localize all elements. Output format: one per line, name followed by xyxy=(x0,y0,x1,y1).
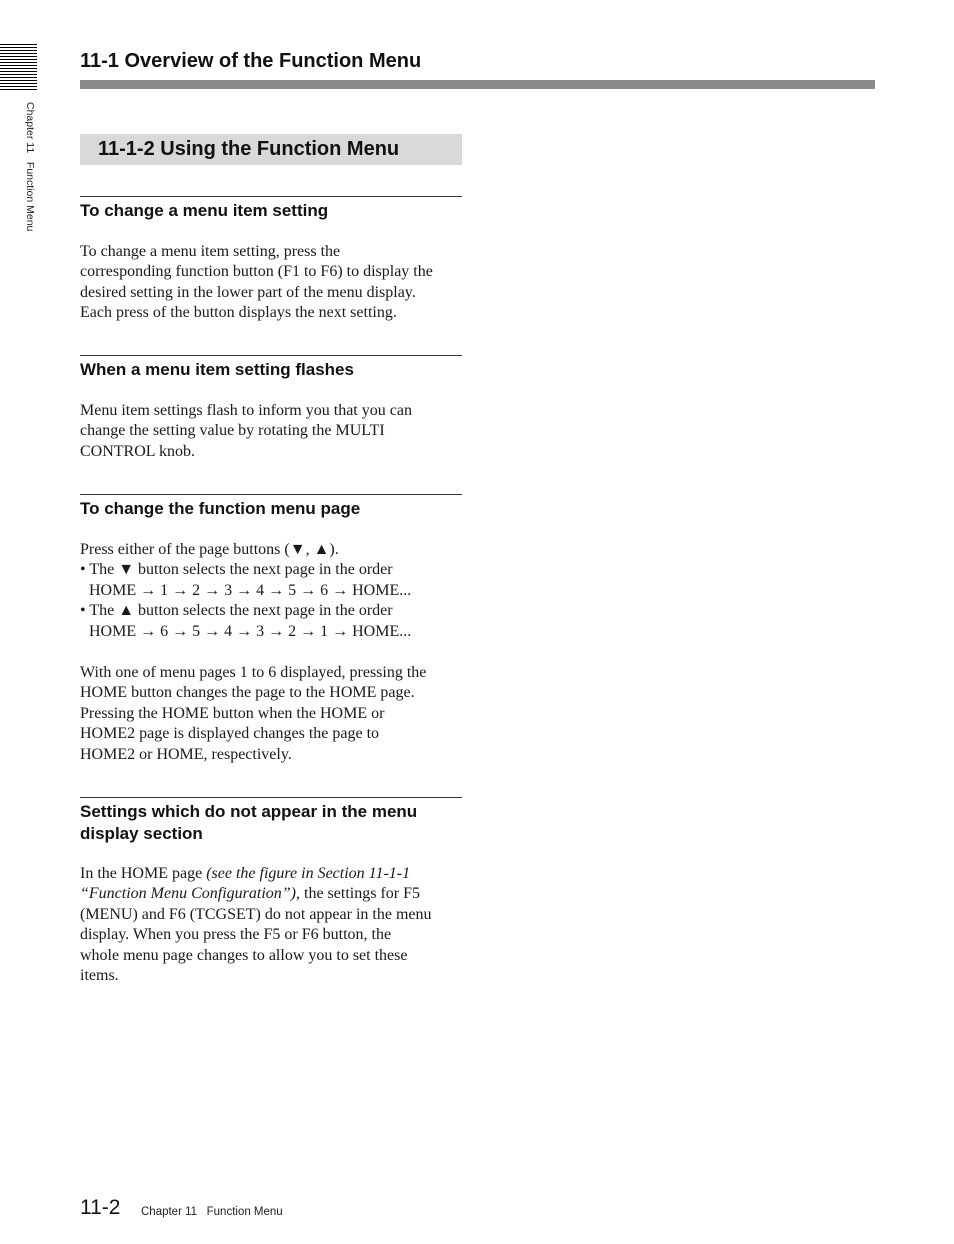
chapter-tab-stripes xyxy=(0,44,37,90)
page-sequence-down xyxy=(80,581,465,601)
seq-item: 4 xyxy=(256,581,265,599)
cross-reference: (see the figure in Section 11-1-1 xyxy=(206,865,411,882)
text-line: Pressing the HOME button when the HOME or xyxy=(80,704,385,722)
text-line: HOME2 page is displayed changes the page to xyxy=(80,725,380,743)
text-line: HOME button changes the page to the HOME page. xyxy=(80,684,415,702)
text-run: , the settings for F5 xyxy=(296,885,420,903)
seq-item: 3 xyxy=(256,622,265,640)
right-arrow-icon: → xyxy=(300,622,317,640)
chapter-side-label: Chapter 11 Function Menu xyxy=(24,102,36,232)
right-arrow-icon: → xyxy=(236,581,253,599)
text-line xyxy=(80,884,465,904)
seq-item: 2 xyxy=(288,622,297,640)
text-line: HOME2 or HOME, respectively. xyxy=(80,745,292,763)
seq-item: 4 xyxy=(224,622,233,640)
right-arrow-icon: → xyxy=(332,622,349,640)
seq-item: 1 xyxy=(320,622,329,640)
text-line: Menu item settings flash to inform you that you can xyxy=(80,402,412,419)
right-arrow-icon: → xyxy=(204,581,221,599)
right-arrow-icon: → xyxy=(140,581,157,599)
text-line: change the setting value by rotating the MULTI xyxy=(80,422,385,440)
seq-item: 3 xyxy=(224,581,233,599)
page-buttons-intro: Press either of the page buttons (▼, ▲). xyxy=(80,541,339,558)
subsection-title: 11-1-2 Using the Function Menu xyxy=(80,134,462,165)
paragraph-home-button xyxy=(80,663,465,765)
text-line: With one of menu pages 1 to 6 displayed, pressing the xyxy=(80,664,427,681)
bullet-up-button: • The ▲ button selects the next page in the order xyxy=(80,602,393,620)
heading-line: display section xyxy=(80,824,203,843)
seq-item: 6 xyxy=(160,622,169,640)
text-run: In the HOME page xyxy=(80,865,207,882)
seq-item: 2 xyxy=(192,581,201,599)
heading-change-page: To change the function menu page xyxy=(80,494,462,520)
heading-line: Settings which do not appear in the menu xyxy=(80,802,418,821)
seq-item: 5 xyxy=(192,622,201,640)
seq-item: HOME xyxy=(89,581,137,599)
text-line: Each press of the button displays the next setting. xyxy=(80,304,397,322)
text-line: display. When you press the F5 or F6 button, the xyxy=(80,926,392,944)
page-number: 11-2 xyxy=(80,1196,121,1219)
text-line xyxy=(80,864,465,884)
seq-item: HOME... xyxy=(352,622,412,640)
header-rule xyxy=(80,80,875,89)
right-arrow-icon: → xyxy=(332,581,349,599)
paragraph-settings-not-appear xyxy=(80,864,465,986)
seq-item: HOME... xyxy=(352,581,412,599)
footer-chapter-label: Chapter 11 Function Menu xyxy=(141,1206,283,1218)
right-arrow-icon: → xyxy=(300,581,317,599)
right-arrow-icon: → xyxy=(236,622,253,640)
right-arrow-icon: → xyxy=(268,622,285,640)
text-line: desired setting in the lower part of the menu display. xyxy=(80,283,416,301)
seq-item: 5 xyxy=(288,581,297,599)
text-line: (MENU) and F6 (TCGSET) do not appear in the menu xyxy=(80,905,432,923)
right-arrow-icon: → xyxy=(172,622,189,640)
heading-setting-flashes: When a menu item setting flashes xyxy=(80,355,462,381)
text-line: corresponding function button (F1 to F6) to display the xyxy=(80,263,433,281)
bullet-down-button: • The ▼ button selects the next page in the order xyxy=(80,561,393,579)
cross-reference: “Function Menu Configuration”) xyxy=(80,885,296,903)
seq-item: HOME xyxy=(89,622,137,640)
text-line: CONTROL knob. xyxy=(80,442,195,460)
page-sequence-up xyxy=(80,622,465,642)
right-arrow-icon: → xyxy=(172,581,189,599)
heading-change-menu-item: To change a menu item setting xyxy=(80,196,462,222)
paragraph-setting-flashes xyxy=(80,401,465,462)
heading-settings-not-appear xyxy=(80,797,462,845)
section-title: 11-1 Overview of the Function Menu xyxy=(80,50,422,72)
paragraph-change-page xyxy=(80,540,465,642)
seq-item: 6 xyxy=(320,581,329,599)
right-arrow-icon: → xyxy=(140,622,157,640)
right-arrow-icon: → xyxy=(204,622,221,640)
right-arrow-icon: → xyxy=(268,581,285,599)
paragraph-change-menu-item xyxy=(80,242,465,324)
text-line: To change a menu item setting, press the xyxy=(80,243,341,260)
text-line: whole menu page changes to allow you to set these xyxy=(80,946,408,964)
text-line: items. xyxy=(80,967,119,985)
seq-item: 1 xyxy=(160,581,169,599)
